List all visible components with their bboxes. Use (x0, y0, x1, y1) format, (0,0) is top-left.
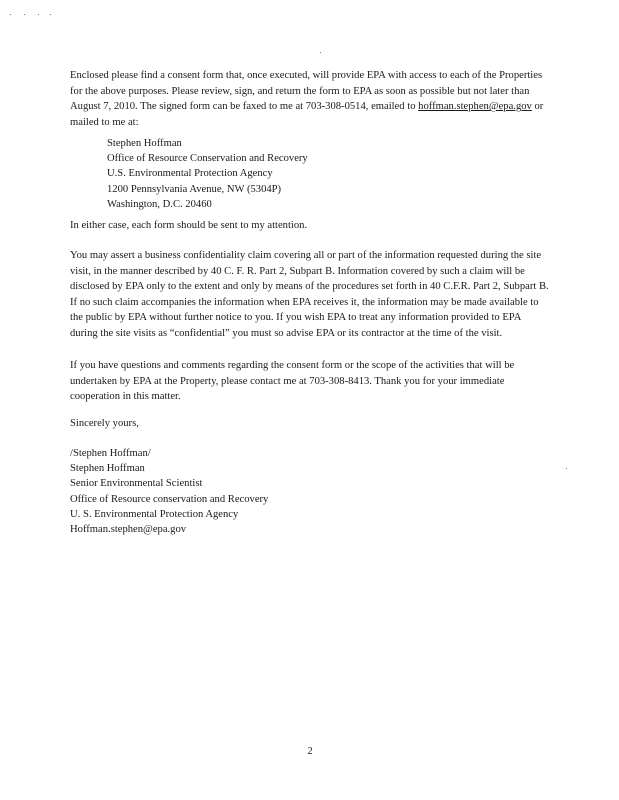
mailing-address (107, 136, 407, 212)
signer-email: Hoffman.stephen@epa.gov (70, 524, 187, 536)
signature-block (70, 446, 370, 537)
address-agency: U.S. Environmental Protection Agency (107, 168, 273, 180)
scan-speck (320, 52, 321, 53)
signer-name: Stephen Hoffman (70, 463, 145, 475)
scan-speck (38, 14, 39, 15)
signer-office: Office of Resource conservation and Recovery (70, 493, 269, 505)
closing (70, 416, 550, 432)
electronic-signature: /Stephen Hoffman/ (70, 448, 151, 459)
scan-speck (24, 14, 25, 15)
paragraph-questions (70, 358, 550, 405)
paragraph-confidentiality (70, 248, 550, 342)
scan-speck (50, 14, 51, 15)
paragraph-enclosed-text-end: or mailed to me at: (70, 101, 544, 128)
paragraph-enclosed-text: Enclosed please find a consent form that, once executed, will provide EPA with access to each of the Properties for the above purposes. Please review, sign, and return the form to EPA as soon as possible but not later than August 7, 2010. The signed form can be faxed to me at 703-308-0514, emailed to (70, 70, 543, 113)
email-link[interactable]: hoffman.stephen@epa.gov (418, 101, 532, 113)
scan-speck (10, 14, 11, 15)
signer-agency: U. S. Environmental Protection Agency (70, 508, 239, 520)
paragraph-enclosed (70, 68, 550, 130)
paragraph-either-case (70, 218, 550, 234)
address-name: Stephen Hoffman (107, 138, 182, 149)
address-city: Washington, D.C. 20460 (107, 198, 212, 210)
paragraph-questions-text: If you have questions and comments regarding the consent form or the scope of the activities that will be undertaken by EPA at the Property, please contact me at 703-308-8413. Thank you for your immediate cooperation in this matter. (70, 360, 515, 403)
signer-title: Senior Environmental Scientist (70, 478, 203, 490)
address-street: 1200 Pennsylvania Avenue, NW (5304P) (107, 183, 282, 195)
closing-text: Sincerely yours, (70, 418, 139, 429)
page-number: 2 (307, 746, 313, 757)
paragraph-either-case-text: In either case, each form should be sent to my attention. (70, 220, 308, 231)
scan-speck (566, 468, 567, 469)
paragraph-confidentiality-text: You may assert a business confidentiality claim covering all or part of the information requested during the site visit, in the manner described by 40 C. F. R. Part 2, Subpart B. Information covered by such a claim will be disclosed by EPA only to the extent and only by means of the procedures set forth in 40 C.F.R. Part 2, Subpart B. If no such claim accompanies the information when EPA receives it, the information may be made available to the public by EPA without further notice to you. If you wish EPA to treat any information provided to EPA during the site visits as “confidential” you must so advise EPA or its contractor at the time of the visit. (70, 250, 549, 339)
address-office: Office of Resource Conservation and Recovery (107, 153, 308, 165)
